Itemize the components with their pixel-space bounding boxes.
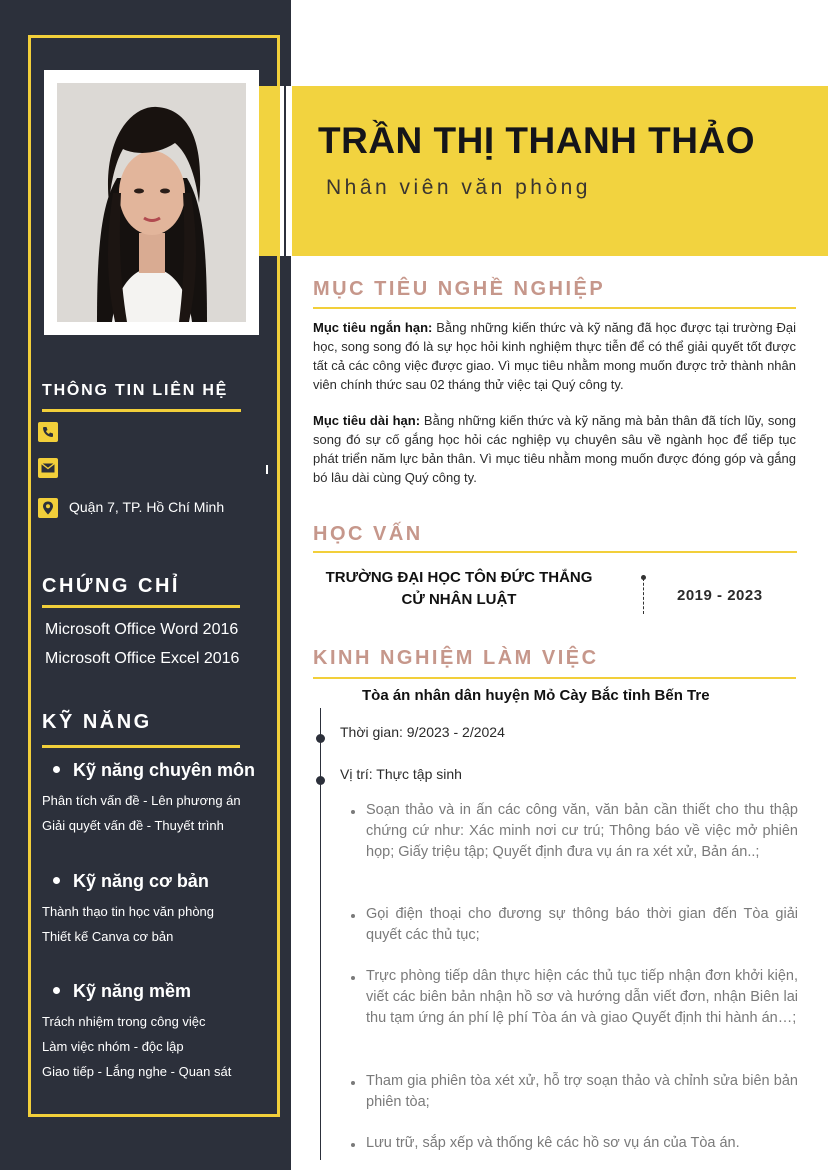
skill-group-label: Kỹ năng chuyên môn — [73, 760, 256, 780]
certificate-item: Microsoft Office Excel 2016 — [45, 650, 240, 667]
experience-period: Thời gian: 9/2023 - 2/2024 — [340, 724, 505, 740]
skill-group-title — [53, 760, 255, 781]
header-band — [259, 86, 828, 256]
skill-item: Trách nhiệm trong công việc — [42, 1014, 206, 1029]
objective-short-text: Bằng những kiến thức và kỹ năng đã học được tại trường Đại học, song song đó là sự học hỏi kinh nghiệm thực tiễn để có thể giải quyết tốt được tất cả các công việc được giao. Vì mục tiêu nhằm mong muốn được trở thành nhân viên chính thức sau 02 tháng thử việc tại Quý công ty. — [313, 320, 796, 392]
skills-heading-rule — [42, 745, 240, 748]
location-icon — [38, 498, 58, 518]
skill-item: Làm việc nhóm - độc lập — [42, 1039, 184, 1054]
task-item: Lưu trữ, sắp xếp và thống kê các hồ sơ vụ án của Tòa án. — [366, 1135, 740, 1151]
education-years: 2019 - 2023 — [677, 587, 763, 604]
experience-position: Vị trí: Thực tập sinh — [340, 766, 462, 782]
email-cursor-mark — [266, 465, 268, 474]
bullet-icon — [53, 766, 60, 773]
contact-heading: THÔNG TIN LIÊN HỆ — [42, 382, 229, 399]
skill-item: Thành thạo tin học văn phòng — [42, 904, 215, 919]
experience-heading: KINH NGHIỆM LÀM VIỆC — [313, 647, 599, 669]
skill-group-label: Kỹ năng mềm — [73, 981, 192, 1001]
objective-long-text: Bằng những kiến thức và kỹ năng mà bản thân đã tích lũy, song song đó sự cố gắng học hỏi các nghiệp vụ chuyên sâu về ngành học để tiếp tục phát triển năm lực bản thân. Vì mục tiêu nhằm mong muốn được đóng góp và gắng bó lâu dài cùng Quý công ty. — [313, 413, 797, 485]
objective-heading-rule — [313, 307, 796, 309]
experience-heading-rule — [313, 677, 796, 679]
task-bullet — [351, 914, 355, 918]
objective-short-term — [313, 318, 796, 394]
skill-item: Phân tích vấn đề - Lên phương án — [42, 793, 241, 808]
objective-long-term — [313, 411, 796, 487]
task-bullet — [351, 810, 355, 814]
degree-name: CỬ NHÂN LUẬT — [401, 591, 517, 608]
task-bullet — [351, 976, 355, 980]
phone-icon — [38, 422, 58, 442]
task-item: Gọi điện thoại cho đương sự thông báo thời gian đến Tòa giải quyết các thủ tục; — [366, 906, 798, 943]
education-heading-rule — [313, 551, 797, 553]
objective-short-label: Mục tiêu ngắn hạn: — [313, 320, 433, 335]
email-icon — [38, 458, 58, 478]
header-divider — [280, 86, 292, 256]
timeline-dot — [316, 776, 325, 785]
skill-group-title — [53, 981, 191, 1002]
education-heading: HỌC VẤN — [313, 523, 423, 545]
objective-long-label: Mục tiêu dài hạn: — [313, 413, 421, 428]
skill-group-title — [53, 871, 209, 892]
address-text: Quận 7, TP. Hồ Chí Minh — [69, 499, 225, 515]
skill-item: Giao tiếp - Lắng nghe - Quan sát — [42, 1064, 232, 1079]
skill-item: Thiết kế Canva cơ bản — [42, 929, 174, 944]
timeline-dot — [316, 734, 325, 743]
company-name: Tòa án nhân dân huyện Mỏ Cày Bắc tỉnh Bến Tre — [362, 687, 710, 704]
certificates-heading-rule — [42, 605, 240, 608]
profile-photo — [57, 83, 246, 322]
task-item: Trực phòng tiếp dân thực hiện các thủ tục tiếp nhận đơn khởi kiện, viết các biên bản nhận hồ sơ và hướng dẫn viết đơn, nhận Biên lai thu tạm ứng án phí lệ phí Tòa án và giao Quyết định thi hành án…; — [366, 968, 798, 1026]
bullet-icon — [53, 877, 60, 884]
school-name: TRƯỜNG ĐẠI HỌC TÔN ĐỨC THẮNG — [325, 569, 593, 586]
task-bullet — [351, 1143, 355, 1147]
skill-item: Giải quyết vấn đề - Thuyết trình — [42, 818, 224, 833]
skill-group-label: Kỹ năng cơ bản — [73, 871, 209, 891]
task-item: Tham gia phiên tòa xét xử, hỗ trợ soạn thảo và chỉnh sửa biên bản phiên tòa; — [366, 1073, 798, 1110]
certificate-item: Microsoft Office Word 2016 — [45, 621, 239, 638]
bullet-icon — [53, 987, 60, 994]
certificates-heading: CHỨNG CHỈ — [42, 575, 180, 597]
education-entry — [313, 567, 605, 611]
profile-photo-frame — [44, 70, 259, 335]
task-bullet — [351, 1081, 355, 1085]
task-item: Soạn thảo và in ấn các công văn, văn bản cần thiết cho thu thập chứng cứ như: Xác minh nơi cư trú; Thông báo về việc mở phiên họp; Giấy triệu tập; Quyết định đưa vụ án ra xét xử, Bản án..; — [366, 802, 798, 860]
objective-heading: MỤC TIÊU NGHỀ NGHIỆP — [313, 278, 606, 300]
education-divider — [643, 578, 644, 614]
job-title: Nhân viên văn phòng — [326, 176, 591, 199]
skills-heading: KỸ NĂNG — [42, 711, 152, 733]
candidate-name: TRẦN THỊ THANH THẢO — [318, 120, 756, 161]
contact-heading-rule — [42, 409, 241, 412]
